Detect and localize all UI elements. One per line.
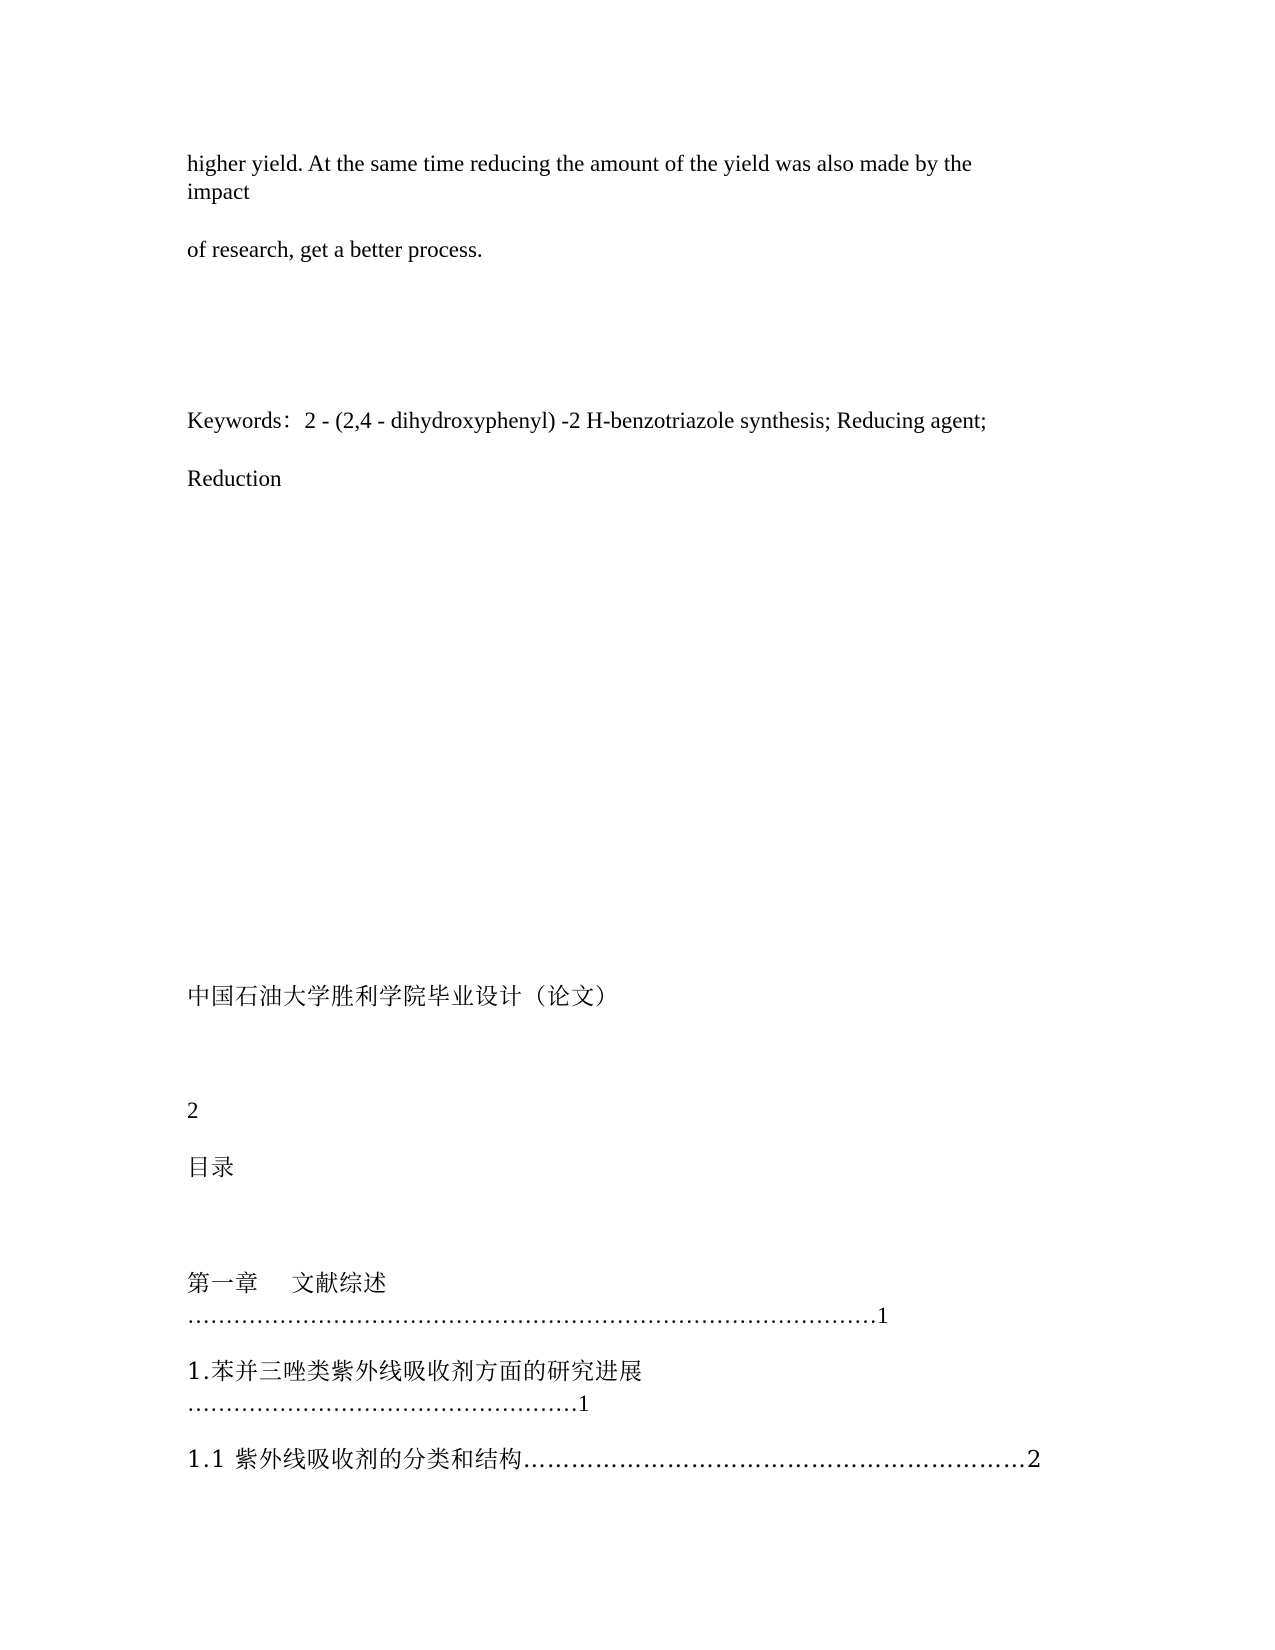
keywords-line-1: Keywords：2 - (2,4 - dihydroxyphenyl) -2 H-benzotriazole synthesis; Reducing agent; (187, 408, 987, 433)
abstract-line-3: of research, get a better process. (187, 237, 483, 262)
abstract-line-2: impact (187, 179, 250, 204)
toc-entry-label: 1.苯并三唑类紫外线吸收剂方面的研究进展 (187, 1359, 643, 1385)
toc-entry-label: 1.1 紫外线吸收剂的分类和结构………………………………………………………2 (187, 1447, 1043, 1473)
toc-entry-leader: ………………………………………………………………………………1 (187, 1303, 889, 1328)
school-header-title: 中国石油大学胜利学院毕业设计（论文） (187, 984, 619, 1010)
toc-entry-label: 第一章 文献综述 (187, 1271, 388, 1297)
page-number: 2 (187, 1098, 199, 1123)
keywords-line-2: Reduction (187, 466, 282, 491)
toc-entry-leader: ……………………………………………1 (187, 1391, 590, 1416)
toc-title: 目录 (187, 1155, 235, 1181)
abstract-line-1: higher yield. At the same time reducing the amount of the yield was also made by the (187, 151, 972, 176)
